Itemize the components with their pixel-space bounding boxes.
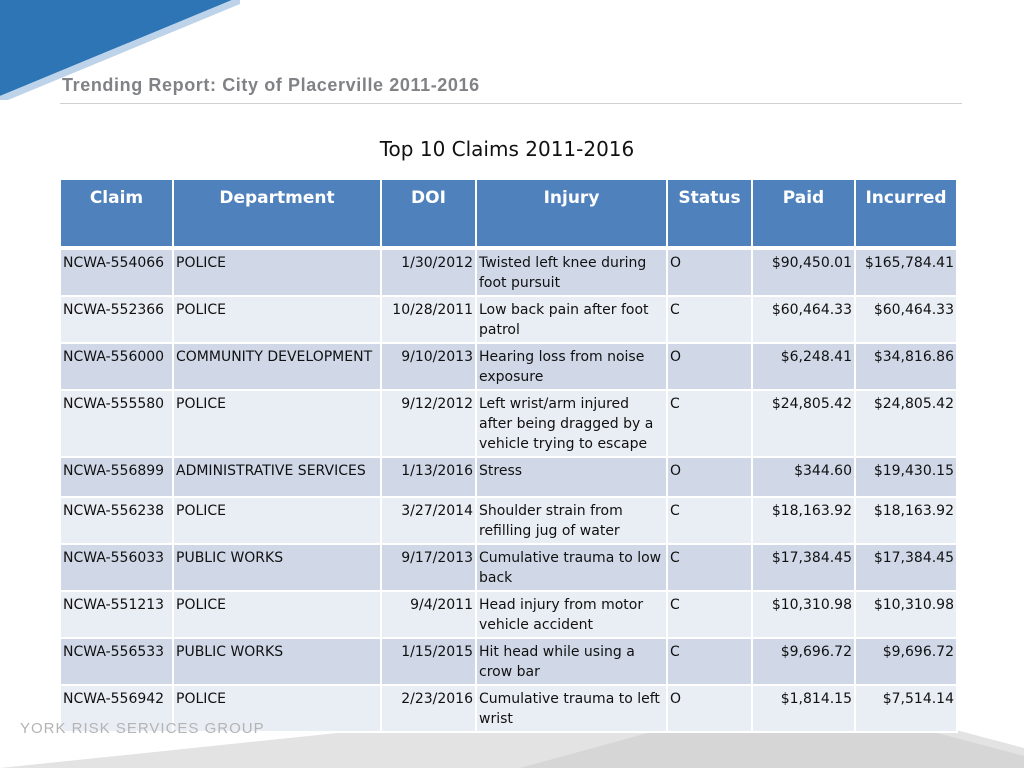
table-header-row	[60, 179, 957, 248]
cell-status: O	[667, 685, 752, 732]
title-divider	[60, 103, 962, 104]
cell-department: COMMUNITY DEVELOPMENT	[173, 343, 381, 390]
cell-injury: Cumulative trauma to left wrist	[476, 685, 667, 732]
cell-status: C	[667, 591, 752, 638]
cell-paid: $6,248.41	[752, 343, 855, 390]
cell-injury: Hit head while using a crow bar	[476, 638, 667, 685]
cell-incurred: $18,163.92	[855, 497, 957, 544]
cell-status: C	[667, 497, 752, 544]
cell-claim: NCWA-551213	[60, 591, 173, 638]
cell-injury: Stress	[476, 457, 667, 497]
table-row	[60, 343, 957, 390]
cell-doi: 9/4/2011	[381, 591, 476, 638]
cell-incurred: $17,384.45	[855, 544, 957, 591]
cell-doi: 3/27/2014	[381, 497, 476, 544]
cell-injury: Head injury from motor vehicle accident	[476, 591, 667, 638]
cell-incurred: $19,430.15	[855, 457, 957, 497]
company-logo-text: YORK RISK SERVICES GROUP	[20, 720, 265, 737]
cell-paid: $344.60	[752, 457, 855, 497]
column-header-doi: DOI	[381, 179, 476, 248]
cell-status: C	[667, 638, 752, 685]
cell-status: C	[667, 390, 752, 457]
cell-doi: 9/12/2012	[381, 390, 476, 457]
table-row	[60, 638, 957, 685]
cell-department: POLICE	[173, 296, 381, 343]
column-header-incurred: Incurred	[855, 179, 957, 248]
cell-doi: 1/15/2015	[381, 638, 476, 685]
cell-injury: Left wrist/arm injured after being dragged by a vehicle trying to escape	[476, 390, 667, 457]
table-row	[60, 591, 957, 638]
cell-claim: NCWA-552366	[60, 296, 173, 343]
cell-department: ADMINISTRATIVE SERVICES	[173, 457, 381, 497]
cell-doi: 9/10/2013	[381, 343, 476, 390]
table-row	[60, 296, 957, 343]
cell-claim: NCWA-556238	[60, 497, 173, 544]
cell-injury: Twisted left knee during foot pursuit	[476, 248, 667, 296]
cell-paid: $60,464.33	[752, 296, 855, 343]
cell-incurred: $34,816.86	[855, 343, 957, 390]
cell-claim: NCWA-556033	[60, 544, 173, 591]
cell-claim: NCWA-556899	[60, 457, 173, 497]
cell-department: PUBLIC WORKS	[173, 544, 381, 591]
table-row	[60, 544, 957, 591]
report-title: Trending Report: City of Placerville 2011-2016	[62, 75, 480, 95]
cell-paid: $17,384.45	[752, 544, 855, 591]
cell-department: POLICE	[173, 390, 381, 457]
cell-status: C	[667, 544, 752, 591]
claims-table	[59, 178, 958, 733]
cell-claim: NCWA-556000	[60, 343, 173, 390]
cell-doi: 10/28/2011	[381, 296, 476, 343]
column-header-status: Status	[667, 179, 752, 248]
table-row	[60, 497, 957, 544]
cell-status: C	[667, 296, 752, 343]
slide-heading: Top 10 Claims 2011-2016	[379, 137, 635, 161]
column-header-claim: Claim	[60, 179, 173, 248]
table-row	[60, 457, 957, 497]
cell-status: O	[667, 248, 752, 296]
column-header-injury: Injury	[476, 179, 667, 248]
cell-injury: Hearing loss from noise exposure	[476, 343, 667, 390]
cell-doi: 2/23/2016	[381, 685, 476, 732]
cell-paid: $1,814.15	[752, 685, 855, 732]
cell-claim: NCWA-555580	[60, 390, 173, 457]
cell-doi: 9/17/2013	[381, 544, 476, 591]
cell-claim: NCWA-556533	[60, 638, 173, 685]
cell-doi: 1/30/2012	[381, 248, 476, 296]
cell-paid: $24,805.42	[752, 390, 855, 457]
cell-incurred: $7,514.14	[855, 685, 957, 732]
table-row	[60, 248, 957, 296]
cell-injury: Cumulative trauma to low back	[476, 544, 667, 591]
cell-incurred: $10,310.98	[855, 591, 957, 638]
cell-claim: NCWA-556942	[60, 685, 173, 732]
table-row	[60, 390, 957, 457]
cell-status: O	[667, 343, 752, 390]
column-header-department: Department	[173, 179, 381, 248]
cell-department: PUBLIC WORKS	[173, 638, 381, 685]
cell-incurred: $24,805.42	[855, 390, 957, 457]
cell-injury: Low back pain after foot patrol	[476, 296, 667, 343]
cell-injury: Shoulder strain from refilling jug of water	[476, 497, 667, 544]
cell-claim: NCWA-554066	[60, 248, 173, 296]
cell-incurred: $9,696.72	[855, 638, 957, 685]
cell-department: POLICE	[173, 685, 381, 732]
cell-doi: 1/13/2016	[381, 457, 476, 497]
cell-incurred: $60,464.33	[855, 296, 957, 343]
cell-paid: $18,163.92	[752, 497, 855, 544]
cell-department: POLICE	[173, 497, 381, 544]
cell-status: O	[667, 457, 752, 497]
cell-paid: $90,450.01	[752, 248, 855, 296]
cell-department: POLICE	[173, 248, 381, 296]
cell-paid: $9,696.72	[752, 638, 855, 685]
cell-department: POLICE	[173, 591, 381, 638]
column-header-paid: Paid	[752, 179, 855, 248]
cell-incurred: $165,784.41	[855, 248, 957, 296]
cell-paid: $10,310.98	[752, 591, 855, 638]
